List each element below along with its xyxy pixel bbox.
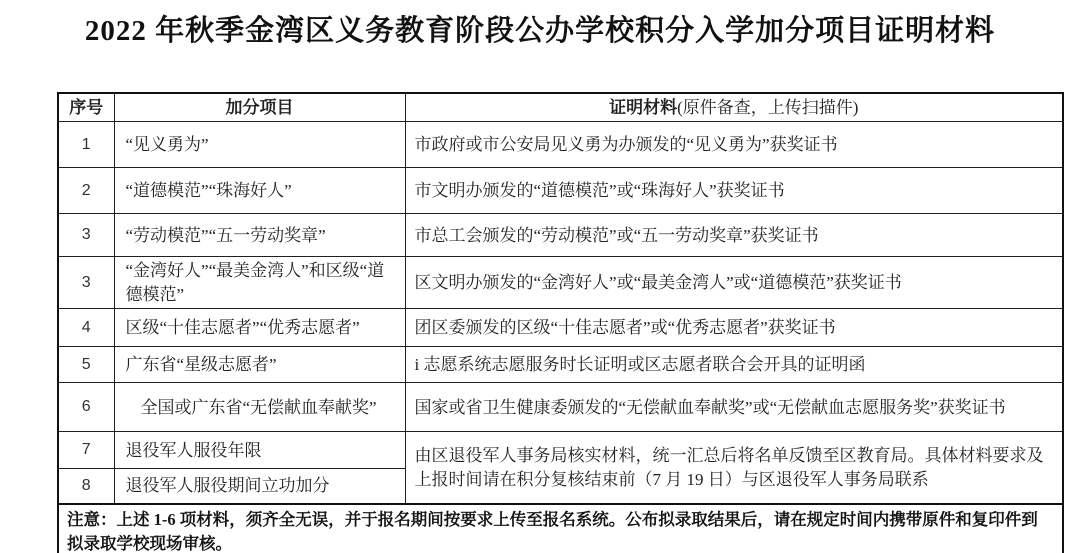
header-proof-paren: (原件备查，上传扫描件) [677,98,859,117]
bonus-materials-table [57,92,1064,553]
row-item: 退役军人服役期间立功加分 [114,469,405,504]
header-proof-material [405,93,1063,122]
table-row [58,309,1063,347]
row-item: 退役军人服役年限 [114,432,405,469]
row-proof: 团区委颁发的区级“十佳志愿者”或“优秀志愿者”获奖证书 [405,309,1063,347]
header-seq-no: 序号 [58,93,114,122]
table-row [58,432,1063,469]
page-title: 2022 年秋季金湾区义务教育阶段公办学校积分入学加分项目证明材料 [84,15,996,47]
row-no: 7 [58,432,114,469]
row-no: 2 [58,168,114,214]
row-item: 全国或广东省“无偿献血奉献奖” [114,383,405,432]
row-item: “金湾好人”“最美金湾人”和区级“道德模范” [114,257,405,309]
row-no: 3 [58,257,114,309]
note-cell [58,504,1063,553]
header-proof-main: 证明材料 [609,98,678,117]
header-bonus-item: 加分项目 [114,93,405,122]
row-item: “道德模范”“珠海好人” [114,168,405,214]
row-proof-shared: 由区退役军人事务局核实材料，统一汇总后将名单反馈至区教育局。具体材料要求及上报时间请在积分复核结束前（7 月 19 日）与区退役军人事务局联系 [405,432,1063,504]
note-label: 注意： [67,509,117,529]
row-no: 4 [58,309,114,347]
row-proof: 市总工会颁发的“劳动模范”或“五一劳动奖章”获奖证书 [405,214,1063,257]
table-row [58,168,1063,214]
note-text: 上述 1-6 项材料，须齐全无误，并于报名期间按要求上传至报名系统。公布拟录取结果后，请在规定时间内携带原件和复印件到拟录取学校现场审核。 [67,509,1038,553]
row-item: “见义勇为” [114,122,405,168]
row-proof: 国家或省卫生健康委颁发的“无偿献血奉献奖”或“无偿献血志愿服务奖”获奖证书 [405,383,1063,432]
table-row [58,122,1063,168]
table-row [58,383,1063,432]
row-item: 区级“十佳志愿者”“优秀志愿者” [114,309,405,347]
table-row [58,347,1063,383]
row-no: 3 [58,214,114,257]
row-item: “劳动模范”“五一劳动奖章” [114,214,405,257]
row-proof: 市政府或市公安局见义勇为办颁发的“见义勇为”获奖证书 [405,122,1063,168]
row-no: 1 [58,122,114,168]
table-row [58,257,1063,309]
row-proof: i 志愿系统志愿服务时长证明或区志愿者联合会开具的证明函 [405,347,1063,383]
row-no: 6 [58,383,114,432]
row-no: 5 [58,347,114,383]
row-proof: 区文明办颁发的“金湾好人”或“最美金湾人”或“道德模范”获奖证书 [405,257,1063,309]
table-header-row [58,93,1063,122]
row-proof: 市文明办颁发的“道德模范”或“珠海好人”获奖证书 [405,168,1063,214]
table-note-row [58,504,1063,553]
row-no: 8 [58,469,114,504]
table-row [58,214,1063,257]
row-item: 广东省“星级志愿者” [114,347,405,383]
